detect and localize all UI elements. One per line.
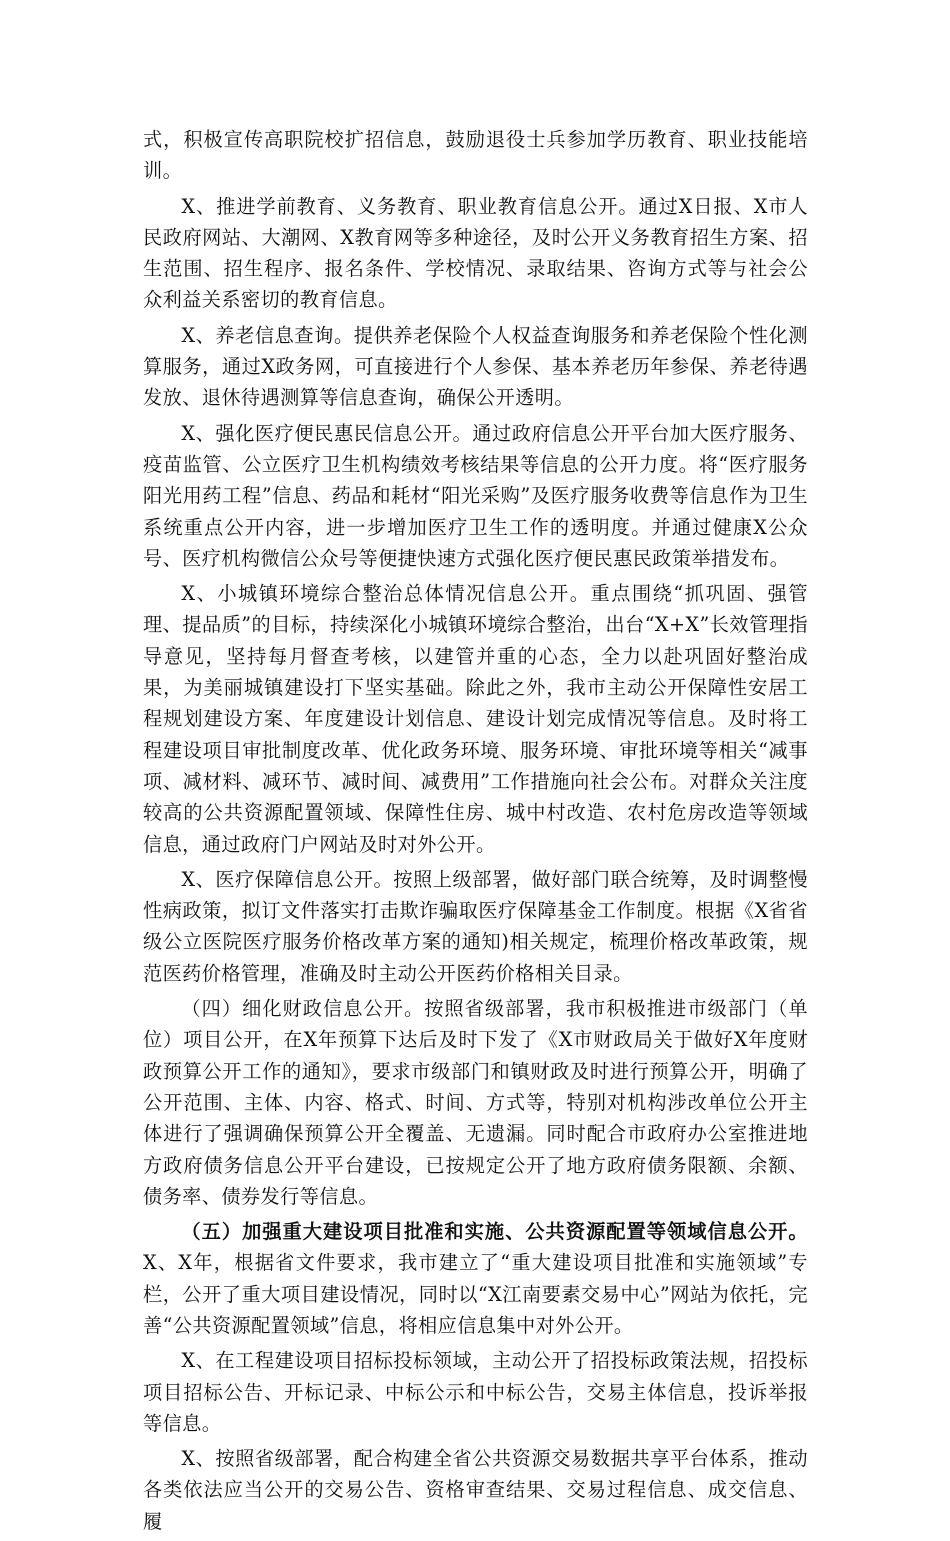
- paragraph-text: X、按照省级部署，配合构建全省公共资源交易数据共享平台体系，推动各类依法应当公开的交易公告、资格审查结果、交易过程信息、成交信息、履: [143, 1447, 808, 1533]
- paragraph: [143, 1345, 808, 1439]
- paragraph-text: X、强化医疗便民惠民信息公开。通过政府信息公开平台加大医疗服务、疫苗监管、公立医疗卫生机构绩效考核结果等信息的公开力度。将“医疗服务阳光用药工程”信息、药品和耗材“阳光采购”及医疗服务收费等信息作为卫生系统重点公开内容，进一步增加医疗卫生工作的透明度。并通过健康X公众号、医疗机构微信公众号等便捷快速方式强化医疗便民惠民政策举措发布。: [143, 421, 808, 570]
- paragraph-text: X、小城镇环境综合整治总体情况信息公开。重点围绕“抓巩固、强管理、提品质”的目标，持续深化小城镇环境综合整治，出台“X+X”长效管理指导意见，坚持每月督查考核，以建管并重的心态，全力以赴巩固好整治成果，为美丽城镇建设打下坚实基础。除此之外，我市主动公开保障性安居工程规划建设方案、年度建设计划信息、建设计划完成情况等信息。及时将工程建设项目审批制度改革、优化政务环境、服务环境、审批环境等相关“减事项、减材料、减环节、减时间、减费用”工作措施向社会公布。对群众关注度较高的公共资源配置领域、保障性住房、城中村改造、农村危房改造等领域信息，通过政府门户网站及时对外公开。: [143, 582, 808, 856]
- paragraph-text: 式，积极宣传高职院校扩招信息，鼓励退役士兵参加学历教育、职业技能培训。: [143, 128, 808, 183]
- document-page: [143, 124, 808, 1541]
- paragraph: [143, 191, 808, 316]
- paragraph: [143, 578, 808, 860]
- paragraph: [143, 1216, 808, 1341]
- paragraph: [143, 320, 808, 414]
- paragraph-text: （四）细化财政信息公开。按照省级部署，我市积极推进市级部门（单位）项目公开，在X年预算下达后及时下发了《X市财政局关于做好X年度财政预算公开工作的通知》，要求市级部门和镇财政及时进行预算公开，明确了公开范围、主体、内容、格式、时间、方式等，特别对机构涉改单位公开主体进行了强调确保预算公开全覆盖、无遗漏。同时配合市政府办公室推进地方政府债务信息公开平台建设，已按规定公开了地方政府债务限额、余额、债务率、债券发行等信息。: [143, 997, 808, 1208]
- paragraph-text: X、在工程建设项目招标投标领域，主动公开了招投标政策法规，招投标项目招标公告、开标记录、中标公示和中标公告，交易主体信息，投诉举报等信息。: [143, 1349, 808, 1435]
- paragraph: [143, 1443, 808, 1537]
- paragraph-text: X、养老信息查询。提供养老保险个人权益查询服务和养老保险个性化测算服务，通过X政务网，可直接进行个人参保、基本养老历年参保、养老待遇发放、退休待遇测算等信息查询，确保公开透明。: [143, 323, 808, 410]
- paragraph: [143, 418, 808, 574]
- paragraph: [143, 864, 808, 989]
- paragraph-text: X、推进学前教育、义务教育、职业教育信息公开。通过X日报、X市人民政府网站、大潮网、X教育网等多种途径，及时公开义务教育招生方案、招生范围、招生程序、报名条件、学校情况、录取结果、咨询方式等与社会公众利益关系密切的教育信息。: [143, 194, 808, 312]
- paragraph-text: X、医疗保障信息公开。按照上级部署，做好部门联合统筹，及时调整慢性病政策，拟订文件落实打击欺诈骗取医疗保障基金工作制度。根据《X省省级公立医院医疗服务价格改革方案的通知)相关规定，梳理价格改革政策，规范医药价格管理，准确及时主动公开医药价格相关目录。: [143, 867, 808, 985]
- paragraph-text: X、X年，根据省文件要求，我市建立了“重大建设项目批准和实施领域”专栏，公开了重大项目建设情况，同时以“X江南要素交易中心”网站为依托，完善“公共资源配置领域”信息，将相应信息集中对外公开。: [143, 1251, 808, 1337]
- paragraph: [143, 124, 808, 187]
- paragraph: [143, 993, 808, 1212]
- section-heading: （五）加强重大建设项目批准和实施、公共资源配置等领域信息公开。: [181, 1220, 808, 1244]
